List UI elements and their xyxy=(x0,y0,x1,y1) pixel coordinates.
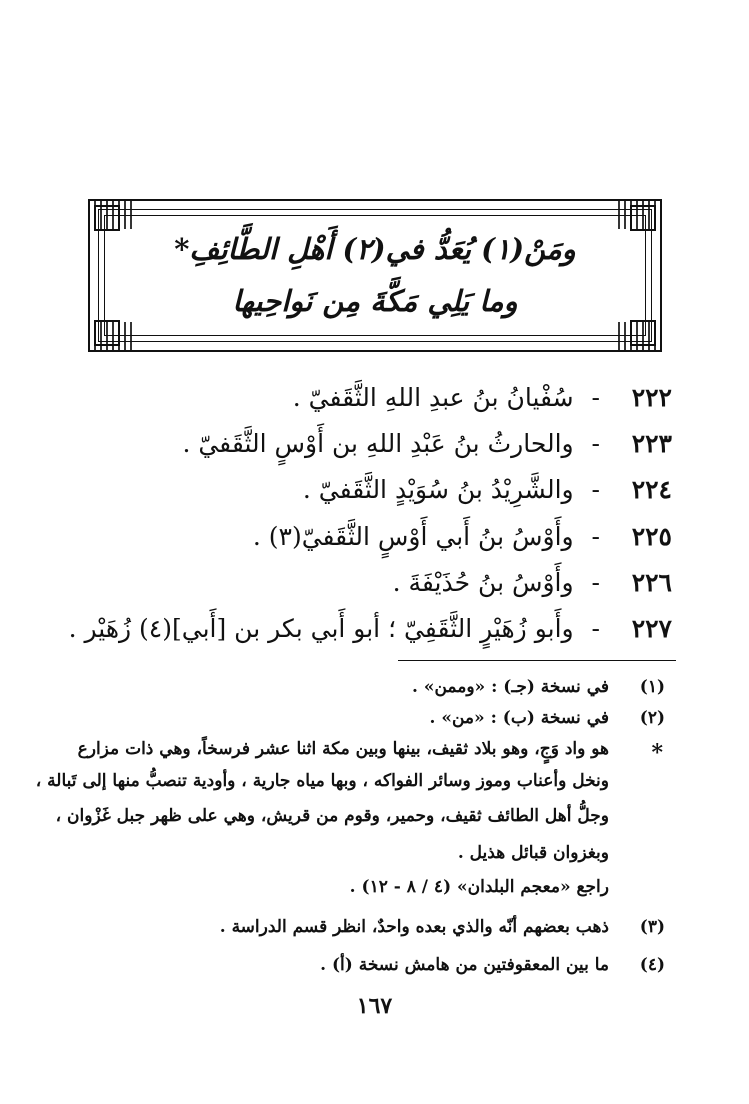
frame-corner-box xyxy=(94,320,120,346)
footnote-mark: (٣) xyxy=(639,917,665,937)
entry-row xyxy=(303,470,672,510)
entry-dash: - xyxy=(591,522,600,551)
footnote-line: وبغزوان قبائل هذيل . xyxy=(457,843,609,863)
entry-number: ٢٢٧ xyxy=(631,614,672,643)
frame-corner-box xyxy=(630,205,656,231)
entry-row xyxy=(182,424,672,464)
entry-number: ٢٢٥ xyxy=(631,522,672,551)
footnote-line: في نسخة (جـ) : «وممن» . xyxy=(412,677,609,697)
entry-dash: - xyxy=(591,614,600,643)
entry-text: والحارثُ بنُ عَبْدِ اللهِ بن أَوْسٍ الثَّقَفيّ . xyxy=(182,429,574,458)
page-number: ١٦٧ xyxy=(356,993,393,1019)
entry-dash: - xyxy=(591,383,600,412)
footnote-mark: (١) xyxy=(639,677,665,697)
entry-text: وأَبو زُهَيْرٍ الثَّقَفِيّ ؛ أبو أَبي بكر بن [أَبي](٤) زُهَيْر . xyxy=(68,614,574,643)
footnote-mark: (٤) xyxy=(639,955,665,975)
entry-text: سُفْيانُ بنُ عبدِ اللهِ الثَّقَفيّ . xyxy=(292,383,574,412)
footnote-line: هو واد وَجٍ، وهو بلاد ثقيف، بينها وبين مكة اثنا عشر فرسخاً، وهي ذات مزارع xyxy=(77,739,609,759)
entry-row xyxy=(69,609,672,649)
header-frame xyxy=(88,199,662,352)
footnote-mark-star: * xyxy=(651,740,663,766)
footnote-separator xyxy=(398,660,676,661)
entry-dash: - xyxy=(591,475,600,504)
entry-text: والشَّرِيْدُ بنُ سُوَيْدٍ الثَّقَفيّ . xyxy=(302,475,574,504)
footnote-line: راجع «معجم البلدان» (٤ / ٨ - ١٢) . xyxy=(349,877,609,897)
entry-row xyxy=(253,517,672,557)
entry-number: ٢٢٣ xyxy=(631,429,672,458)
footnote-line: ما بين المعقوفتين من هامش نسخة (أ) . xyxy=(320,955,609,975)
entry-number: ٢٢٦ xyxy=(631,568,672,597)
footnote-line: ونخل وأعناب وموز وسائر الفواكه ، وبها مياه جارية ، وأودية تنصبُّ منها إلى تَبالة ، xyxy=(35,771,609,791)
entry-row xyxy=(293,378,672,418)
chapter-title-line-1: ومَنْ(١) يُعَدُّ في(٢) أَهْلِ الطَّائِفِ* xyxy=(174,232,576,266)
entry-text: وأَوْسُ بنُ حُذَيْفَةَ . xyxy=(392,568,574,597)
entry-number: ٢٢٢ xyxy=(631,383,672,412)
entry-dash: - xyxy=(591,429,600,458)
footnote-mark: (٢) xyxy=(639,708,665,728)
entry-text: وأَوْسُ بنُ أَبي أَوْسٍ الثَّقَفيّ(٣) . xyxy=(252,522,574,551)
entry-dash: - xyxy=(591,568,600,597)
entry-number: ٢٢٤ xyxy=(631,475,672,504)
footnote-line: في نسخة (ب) : «من» . xyxy=(429,708,609,728)
footnote-line: وجلُّ أهل الطائف ثقيف، وحمير، وقوم من قريش، وهي على ظهر جبل غَزْوان ، xyxy=(55,806,609,826)
entry-row xyxy=(393,563,672,603)
footnote-line: ذهب بعضهم أنّه والذي بعده واحدٌ، انظر قسم الدراسة . xyxy=(219,917,609,937)
chapter-title-line-2: وما يَلِي مَكَّةَ مِن نَواحِيها xyxy=(232,284,518,318)
frame-corner-box xyxy=(630,320,656,346)
frame-corner-box xyxy=(94,205,120,231)
